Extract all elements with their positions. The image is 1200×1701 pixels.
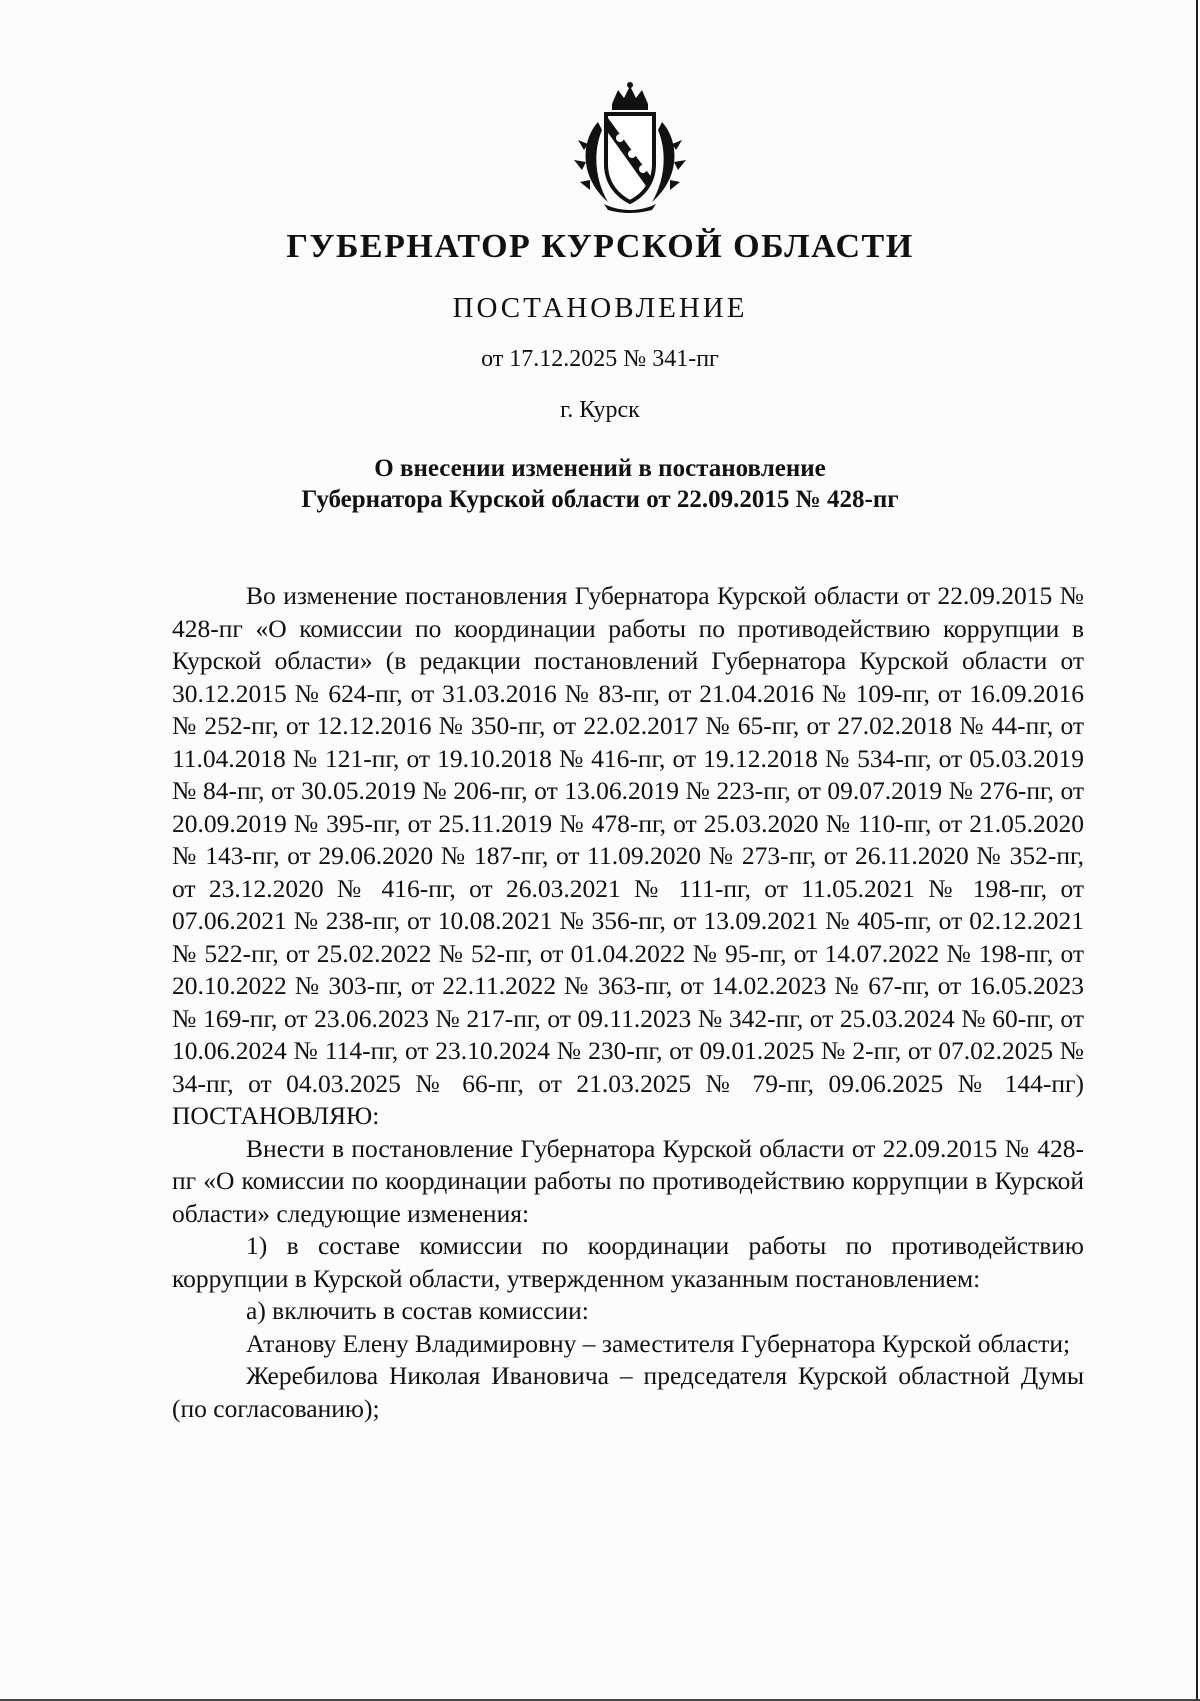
body-paragraph-item-1: 1) в составе комиссии по координации работы по противодействию коррупции в Курской области, утвержденном указанным постановлением: bbox=[172, 1231, 1084, 1293]
body-paragraph-member-2: Жеребилова Николая Ивановича – председателя Курской областной Думы (по согласованию); bbox=[172, 1361, 1084, 1423]
document-city: г. Курск bbox=[560, 397, 640, 423]
kursk-coat-of-arms-icon bbox=[568, 82, 692, 214]
document-title bbox=[0, 453, 1200, 515]
document-type: ПОСТАНОВЛЕНИЕ bbox=[452, 292, 748, 324]
document-body bbox=[172, 580, 1084, 1425]
body-paragraph-preamble: Во изменение постановления Губернатора Курской области от 22.09.2015 № 428-пг «О комиссии по координации работы по противодействию коррупции в Курской области» (в редакции постановлений Губернатора Курской области от 30.12.2015 № 624-пг, от 31.03.2016 № 83-пг, от 21.04.2016 № 109-пг, от 16.09.2016 № 252-пг, от 12.12.2016 № 350-пг, от 22.02.2017 № 65-пг, от 27.02.2018 № 44-пг, от 11.04.2018 № 121-пг, от 19.10.2018 № 416-пг, от 19.12.2018 № 534-пг, от 05.03.2019 № 84-пг, от 30.05.2019 № 206-пг, от 13.06.2019 № 223-пг, от 09.07.2019 № 276-пг, от 20.09.2019 № 395-пг, от 25.11.2019 № 478-пг, от 25.03.2020 № 110-пг, от 21.05.2020 № 143-пг, от 29.06.2020 № 187-пг, от 11.09.2020 № 273-пг, от 26.11.2020 № 352-пг, от 23.12.2020 № 416-пг, от 26.03.2021 № 111-пг, от 11.05.2021 № 198-пг, от 07.06.2021 № 238-пг, от 10.08.2021 № 356-пг, от 13.09.2021 № 405-пг, от 02.12.2021 № 522-пг, от 25.02.2022 № 52-пг, от 01.04.2022 № 95-пг, от 14.07.2022 № 198-пг, от 20.10.2022 № 303-пг, от 22.11.2022 № 363-пг, от 14.02.2023 № 67-пг, от 16.05.2023 № 169-пг, от 23.06.2023 № 217-пг, от 09.11.2023 № 342-пг, от 25.03.2024 № 60-пг, от 10.06.2024 № 114-пг, от 23.10.2024 № 230-пг, от 09.01.2025 № 2-пг, от 07.02.2025 № 34-пг, от 04.03.2025 № 66-пг, от 21.03.2025 № 79-пг, 09.06.2025 № 144-пг) ПОСТАНОВЛЯЮ: bbox=[172, 581, 1084, 1130]
body-paragraph-resolution: Внести в постановление Губернатора Курской области от 22.09.2015 № 428-пг «О комиссии по координации работы по противодействию коррупции в Курской области» следующие изменения: bbox=[172, 1133, 1084, 1228]
document-title-line-2: Губернатора Курской области от 22.09.2015 № 428-пг bbox=[301, 486, 899, 513]
body-paragraph-member-1: Атанову Елену Владимировну – заместителя Губернатора Курской области; bbox=[246, 1328, 1071, 1358]
document-number: от 17.12.2025 № 341-пг bbox=[481, 346, 719, 372]
document-title-line-1: О внесении изменений в постановление bbox=[374, 455, 826, 482]
organization-title: ГУБЕРНАТОР КУРСКОЙ ОБЛАСТИ bbox=[286, 228, 914, 265]
body-paragraph-subitem-a: а) включить в состав комиссии: bbox=[246, 1296, 589, 1325]
